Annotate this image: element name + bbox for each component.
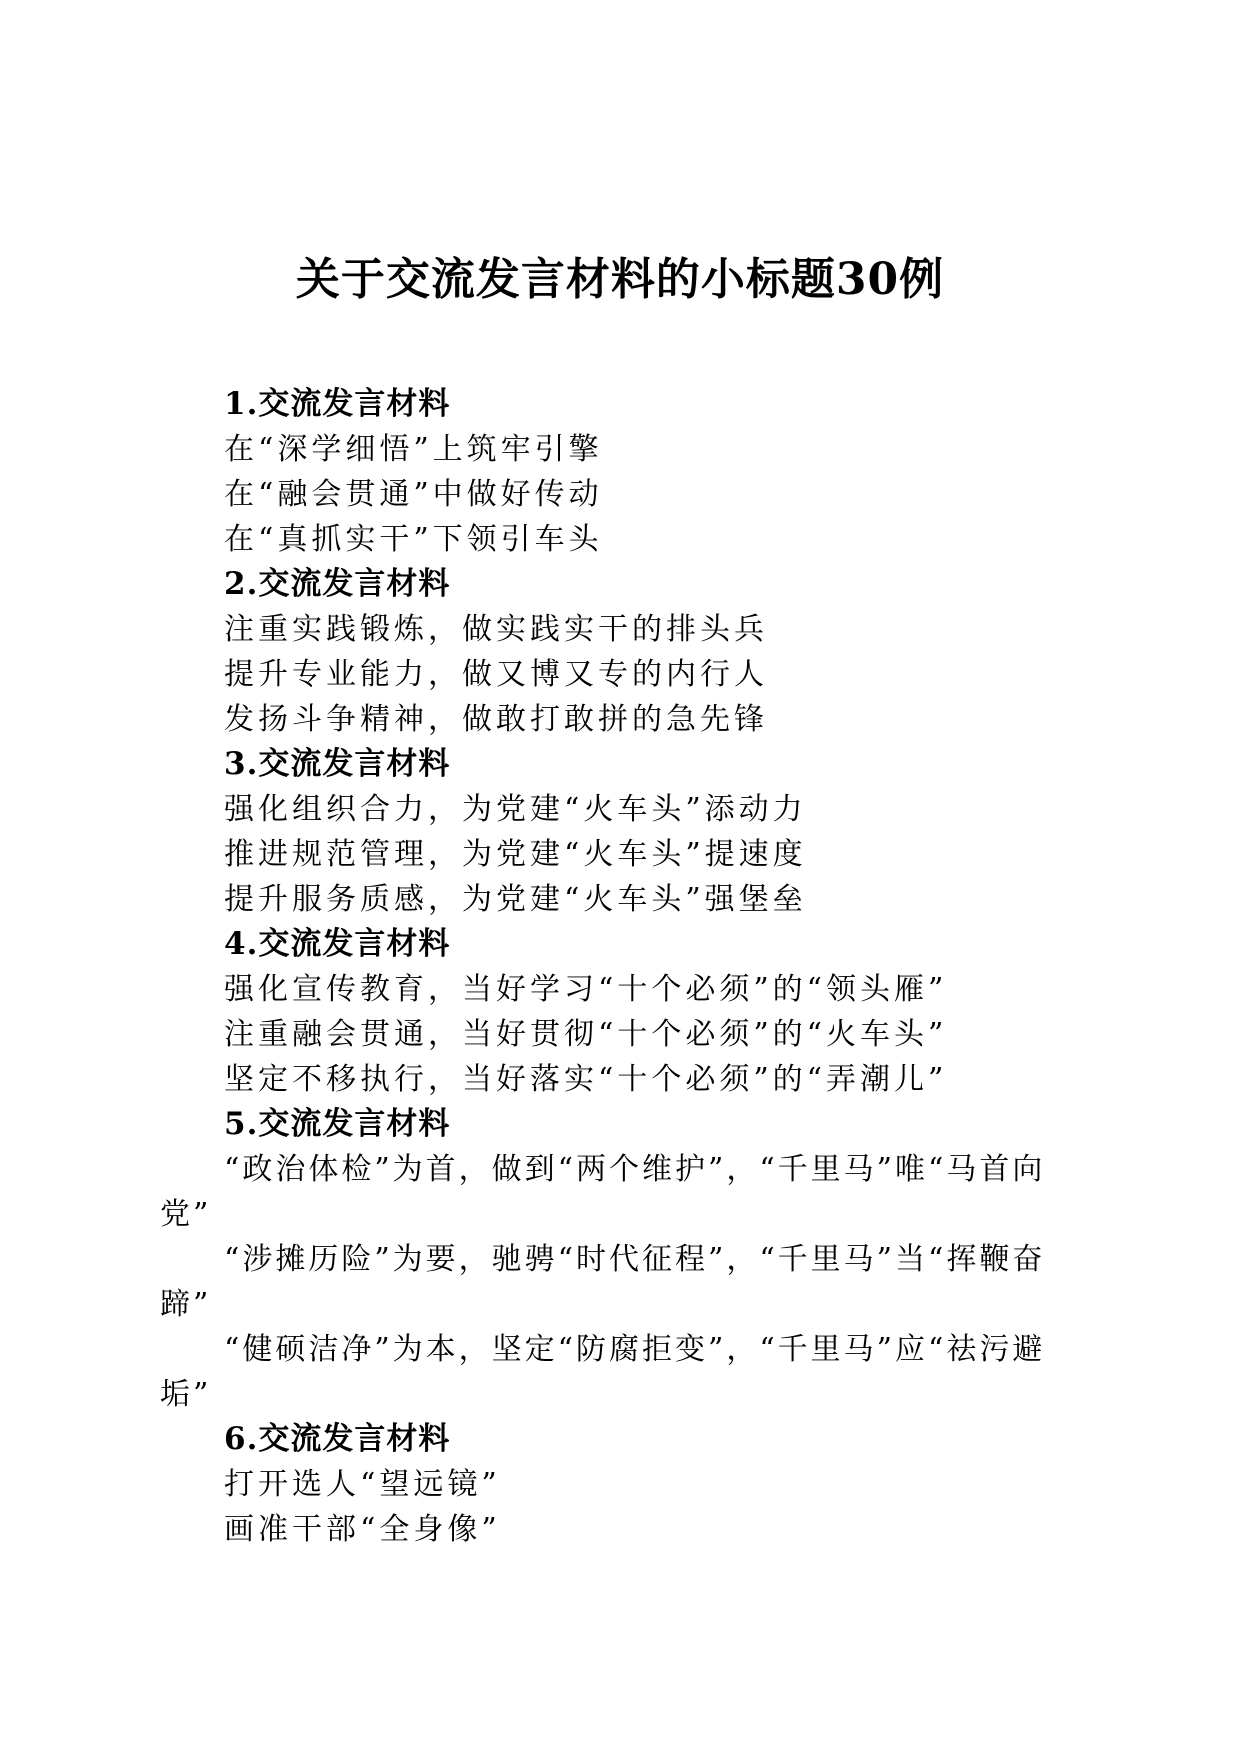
section-3 xyxy=(160,742,1080,922)
section-line: 发扬斗争精神，做敢打敢拼的急先锋 xyxy=(224,702,768,737)
section-line: 打开选人“望远镜” xyxy=(224,1467,501,1502)
section-line: 提升专业能力，做又博又专的内行人 xyxy=(224,657,768,692)
section-heading: 6.交流发言材料 xyxy=(224,1421,451,1457)
section-line: 注重融会贯通，当好贯彻“十个必须”的“火车头” xyxy=(224,1017,948,1052)
section-line: 提升服务质感，为党建“火车头”强堡垒 xyxy=(224,882,807,917)
section-heading: 2.交流发言材料 xyxy=(224,566,451,602)
section-2 xyxy=(160,562,1080,742)
section-paragraph: “健硕洁净”为本，坚定“防腐拒变”，“千里马”应“祛污避垢” xyxy=(160,1332,1046,1412)
section-line: 强化宣传教育，当好学习“十个必须”的“领头雁” xyxy=(224,972,948,1007)
section-line: 画准干部“全身像” xyxy=(224,1512,501,1547)
section-line: 在“融会贯通”中做好传动 xyxy=(224,477,603,512)
document-body xyxy=(160,382,1080,1552)
section-paragraph: “涉摊历险”为要，驰骋“时代征程”，“千里马”当“挥鞭奋蹄” xyxy=(160,1242,1046,1322)
section-heading: 3.交流发言材料 xyxy=(224,746,451,782)
section-line: 推进规范管理，为党建“火车头”提速度 xyxy=(224,837,807,872)
section-line: 在“真抓实干”下领引车头 xyxy=(224,522,603,557)
section-heading: 5.交流发言材料 xyxy=(224,1106,451,1142)
section-paragraph: “政治体检”为首，做到“两个维护”，“千里马”唯“马首向党” xyxy=(160,1152,1046,1232)
section-heading: 4.交流发言材料 xyxy=(224,926,451,962)
section-1 xyxy=(160,382,1080,562)
section-line: 在“深学细悟”上筑牢引擎 xyxy=(224,432,603,467)
section-6 xyxy=(160,1417,1080,1552)
section-4 xyxy=(160,922,1080,1102)
document-title: 关于交流发言材料的小标题30例 xyxy=(295,254,945,305)
section-line: 坚定不移执行，当好落实“十个必须”的“弄潮儿” xyxy=(224,1062,948,1097)
section-5 xyxy=(160,1102,1080,1417)
section-line: 注重实践锻炼，做实践实干的排头兵 xyxy=(224,612,768,647)
section-line: 强化组织合力，为党建“火车头”添动力 xyxy=(224,792,807,827)
section-heading: 1.交流发言材料 xyxy=(224,386,451,422)
